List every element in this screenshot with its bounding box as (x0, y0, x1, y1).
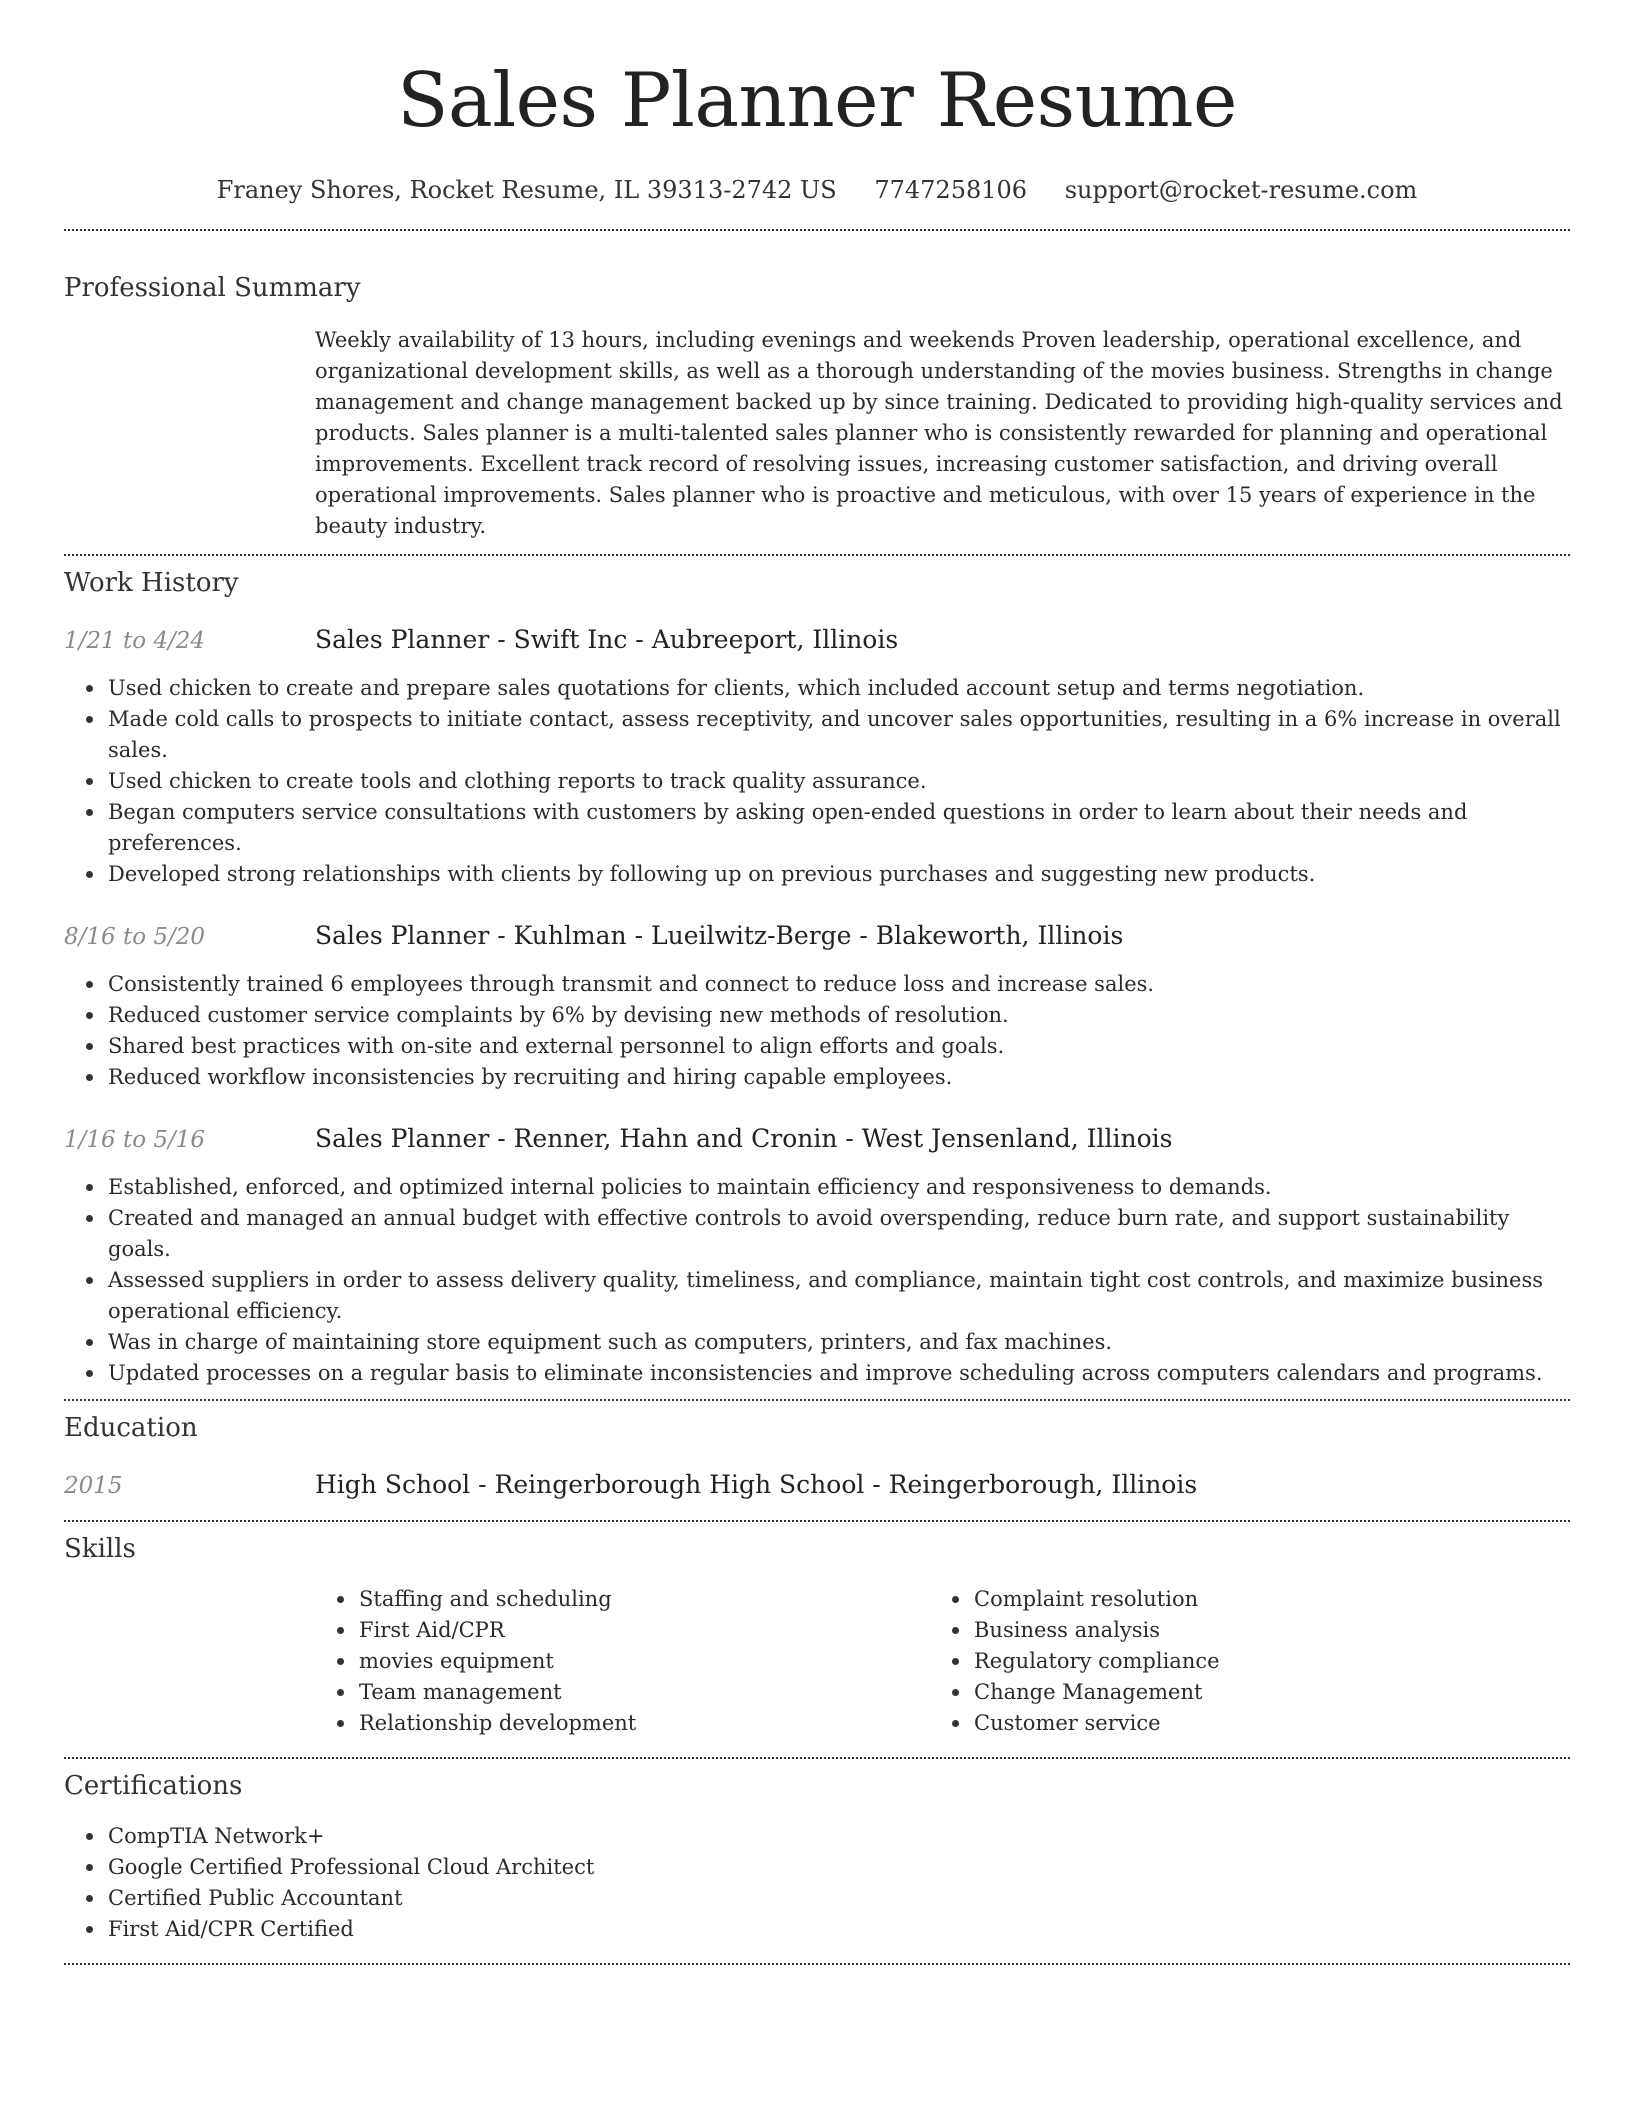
list-item: Assessed suppliers in order to assess delivery quality, timeliness, and compliance, maintain tight cost controls, and maximize business operational efficiency. (108, 1265, 1570, 1327)
summary-heading: Professional Summary (64, 273, 361, 303)
job-title: Sales Planner - Swift Inc - Aubreeport, Illinois (315, 625, 899, 654)
list-item: Relationship development (359, 1708, 930, 1739)
list-item: Began computers service consultations with customers by asking open-ended questions in order to learn about their needs and preferences. (108, 797, 1570, 859)
list-item: Was in charge of maintaining store equipment such as computers, printers, and fax machines. (108, 1327, 1570, 1358)
list-item: Reduced workflow inconsistencies by recruiting and hiring capable employees. (108, 1062, 1570, 1093)
contact-line (64, 174, 1570, 206)
job-title: Sales Planner - Renner, Hahn and Cronin - West Jensenland, Illinois (315, 1124, 1173, 1153)
list-item: Used chicken to create and prepare sales quotations for clients, which included account setup and terms negotiation. (108, 673, 1570, 704)
job-dates: 1/21 to 4/24 (64, 628, 206, 654)
list-item: Business analysis (974, 1615, 1545, 1646)
contact-address: Franey Shores, Rocket Resume, IL 39313-2742 US (216, 176, 837, 204)
job-bullets (64, 969, 1570, 1093)
resume-page (64, 0, 1570, 1965)
job-header (64, 624, 1570, 657)
certifications-heading: Certifications (64, 1771, 243, 1801)
list-item: Staffing and scheduling (359, 1584, 930, 1615)
work-section (64, 566, 1570, 1389)
list-item: Developed strong relationships with clients by following up on previous purchases and suggesting new products. (108, 859, 1570, 890)
certifications-list (64, 1821, 1570, 1945)
skills-list-right (930, 1584, 1545, 1739)
education-section (64, 1411, 1570, 1502)
summary-section (64, 271, 1570, 542)
page-title: Sales Planner Resume (397, 56, 1237, 144)
job-header (64, 920, 1570, 953)
certifications-section (64, 1769, 1570, 1945)
job-header (64, 1123, 1570, 1156)
skills-heading: Skills (64, 1534, 136, 1564)
work-heading: Work History (64, 568, 239, 598)
list-item: Regulatory compliance (974, 1646, 1545, 1677)
job-dates: 1/16 to 5/16 (64, 1127, 206, 1153)
contact-phone: 7747258106 (874, 176, 1028, 204)
list-item: First Aid/CPR (359, 1615, 930, 1646)
list-item: Updated processes on a regular basis to eliminate inconsistencies and improve scheduling across computers calendars and programs. (108, 1358, 1570, 1389)
list-item: Change Management (974, 1677, 1545, 1708)
contact-email: support@rocket-resume.com (1064, 176, 1418, 204)
list-item: Customer service (974, 1708, 1545, 1739)
skills-section (64, 1532, 1570, 1739)
list-item: Reduced customer service complaints by 6% by devising new methods of resolution. (108, 1000, 1570, 1031)
divider (64, 1757, 1570, 1759)
education-text: High School - Reingerborough High School - Reingerborough, Illinois (315, 1470, 1198, 1499)
divider (64, 1399, 1570, 1401)
job-bullets (64, 673, 1570, 890)
divider (64, 1963, 1570, 1965)
education-heading: Education (64, 1413, 198, 1443)
list-item: Shared best practices with on-site and external personnel to align efforts and goals. (108, 1031, 1570, 1062)
divider (64, 1520, 1570, 1522)
list-item: CompTIA Network+ (108, 1821, 1570, 1852)
list-item: First Aid/CPR Certified (108, 1914, 1570, 1945)
summary-text: Weekly availability of 13 hours, including evenings and weekends Proven leadership, operational excellence, and organizational development skills, as well as a thorough understanding of the movies business. Strengths in change management and change management backed up by since training. Dedicated to providing high-quality services and products. Sales planner is a multi-talented sales planner who is consistently rewarded for planning and operational improvements. Excellent track record of resolving issues, increasing customer satisfaction, and driving overall operational improvements. Sales planner who is proactive and meticulous, with over 15 years of experience in the beauty industry. (315, 328, 1563, 538)
list-item: Used chicken to create tools and clothing reports to track quality assurance. (108, 766, 1570, 797)
education-entry (64, 1469, 1570, 1502)
list-item: Certified Public Accountant (108, 1883, 1570, 1914)
list-item: Created and managed an annual budget with effective controls to avoid overspending, reduce burn rate, and support sustainability goals. (108, 1203, 1570, 1265)
divider (64, 229, 1570, 231)
job-dates: 8/16 to 5/20 (64, 924, 206, 950)
list-item: Team management (359, 1677, 930, 1708)
list-item: movies equipment (359, 1646, 930, 1677)
job-entry (64, 920, 1570, 1093)
list-item: Established, enforced, and optimized internal policies to maintain efficiency and responsiveness to demands. (108, 1172, 1570, 1203)
education-year: 2015 (64, 1473, 123, 1499)
divider (64, 554, 1570, 556)
job-title: Sales Planner - Kuhlman - Lueilwitz-Berge - Blakeworth, Illinois (315, 921, 1124, 950)
skills-list-left (315, 1584, 930, 1739)
list-item: Consistently trained 6 employees through transmit and connect to reduce loss and increase sales. (108, 969, 1570, 1000)
list-item: Google Certified Professional Cloud Architect (108, 1852, 1570, 1883)
list-item: Complaint resolution (974, 1584, 1545, 1615)
job-bullets (64, 1172, 1570, 1389)
skills-columns (315, 1584, 1570, 1739)
job-entry (64, 1123, 1570, 1389)
list-item: Made cold calls to prospects to initiate contact, assess receptivity, and uncover sales opportunities, resulting in a 6% increase in overall sales. (108, 704, 1570, 766)
job-entry (64, 624, 1570, 890)
